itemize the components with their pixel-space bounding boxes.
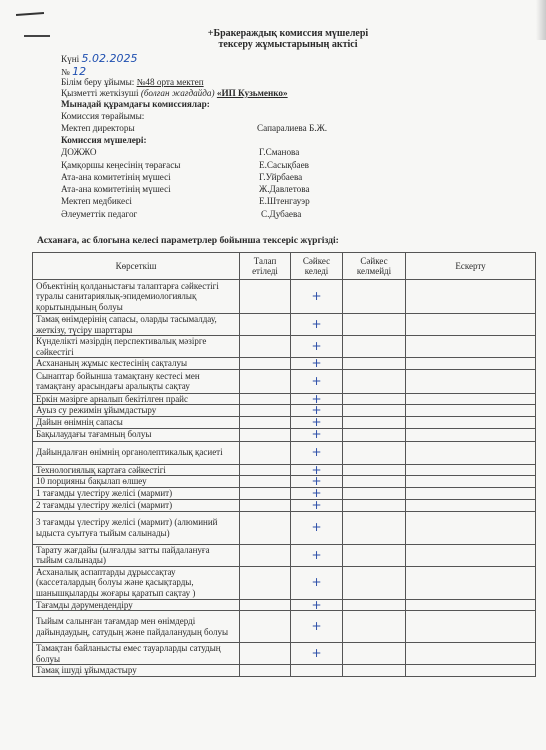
row-remark-cell: [406, 369, 536, 393]
member-role: Ата-ана комитетінің мүшесі: [61, 184, 171, 194]
row-remark-cell: [406, 599, 536, 611]
table-row: [33, 544, 536, 566]
supplier-line: [61, 88, 288, 99]
row-noncompliant-cell: [343, 314, 406, 336]
row-required-cell: [240, 441, 291, 464]
handwritten-number: 12: [72, 65, 87, 78]
row-compliant-mark: +: [291, 280, 343, 314]
table-row: [33, 428, 536, 441]
row-remark-cell: [406, 441, 536, 464]
row-compliant-mark: +: [291, 441, 343, 464]
row-required-cell: [240, 393, 291, 405]
handwritten-date: 5.02.2025: [81, 52, 138, 65]
row-noncompliant-cell: [343, 665, 406, 677]
member-role: Ата-ана комитетінің мүшесі: [61, 172, 171, 182]
row-indicator-text: 10 порцияны бақылап өлшеу: [33, 476, 240, 488]
row-indicator-text: 2 тағамды үлестіру желісі (мармит): [33, 499, 240, 511]
row-noncompliant-cell: [343, 441, 406, 464]
header-required: Талап етіледі: [240, 253, 291, 280]
row-remark-cell: [406, 476, 536, 488]
row-remark-cell: [406, 428, 536, 441]
member-name: С.Дубаева: [261, 209, 302, 219]
row-required-cell: [240, 336, 291, 358]
row-compliant-mark: +: [291, 405, 343, 417]
commission-heading: Мынадай құрамдағы комиссиялар:: [61, 99, 210, 109]
director-label: Мектеп директоры: [61, 123, 135, 133]
table-row: [33, 358, 536, 370]
row-indicator-text: Дайындалған өнімнің органолептикалық қасиеті: [33, 441, 240, 464]
row-indicator-text: Технологиялық картаға сәйкестігі: [33, 464, 240, 476]
row-compliant-mark: +: [291, 336, 343, 358]
member-role: Әлеуметтік педагог: [61, 209, 138, 219]
supplier-label: Қызметті жеткізуші: [61, 88, 139, 98]
row-remark-cell: [406, 314, 536, 336]
table-row: [33, 599, 536, 611]
member-role: ДОЖЖО: [61, 147, 97, 157]
row-remark-cell: [406, 280, 536, 314]
school-label: Білім беру ұйымы:: [61, 77, 135, 87]
table-row: [33, 487, 536, 499]
table-row: [33, 280, 536, 314]
table-row: [33, 405, 536, 417]
row-required-cell: [240, 358, 291, 370]
member-name: Е.Штенгауэр: [259, 196, 310, 206]
member-name: Г.Уйрбаева: [259, 172, 303, 182]
row-noncompliant-cell: [343, 336, 406, 358]
members-heading: Комиссия мүшелері:: [61, 135, 147, 145]
row-indicator-text: Тамақ ішуді ұйымдастыру: [33, 665, 240, 677]
row-remark-cell: [406, 336, 536, 358]
row-noncompliant-cell: [343, 369, 406, 393]
row-compliant-mark: +: [291, 511, 343, 544]
row-compliant-mark: +: [291, 314, 343, 336]
row-remark-cell: [406, 611, 536, 643]
row-compliant-mark: +: [291, 358, 343, 370]
row-required-cell: [240, 499, 291, 511]
row-indicator-text: Тағамды дәрумендендіру: [33, 599, 240, 611]
member-name: Г.Сманова: [259, 147, 300, 157]
row-indicator-text: Тыйым салынған тағамдар мен өнімдерді дайындаудың, сатудың және пайдаланудың болуы: [33, 611, 240, 643]
row-indicator-text: 1 тағамды үлестіру желісі (мармит): [33, 487, 240, 499]
row-indicator-text: Асханалық аспаптарды дұрыссақтау (кассеталардың болуы және қасықтарды, шанышқыларды жоғары қаратып сақтау ): [33, 566, 240, 599]
supplier-value: «ИП Кузьменко»: [216, 88, 288, 98]
table-row: [33, 643, 536, 665]
row-remark-cell: [406, 643, 536, 665]
member-role: Мектеп медбикесі: [61, 196, 132, 206]
row-indicator-text: Тамақ өнімдерінің сапасы, оларды тасымалдау, жеткізу, түсіру шарттары: [33, 314, 240, 336]
table-row: [33, 511, 536, 544]
row-remark-cell: [406, 358, 536, 370]
row-noncompliant-cell: [343, 487, 406, 499]
row-indicator-text: Тамақтан байланысты емес тауарларды сатудың болуы: [33, 643, 240, 665]
row-noncompliant-cell: [343, 544, 406, 566]
director-name: Сапаралиева Б.Ж.: [257, 123, 328, 133]
row-required-cell: [240, 476, 291, 488]
table-row: [33, 417, 536, 429]
row-compliant-mark: +: [291, 611, 343, 643]
member-name: Е.Сасықбаев: [259, 160, 309, 170]
row-remark-cell: [406, 464, 536, 476]
document-title-line2: тексеру жұмыстарының актісі: [218, 39, 358, 50]
row-noncompliant-cell: [343, 566, 406, 599]
row-noncompliant-cell: [343, 428, 406, 441]
table-row: [33, 441, 536, 464]
row-required-cell: [240, 566, 291, 599]
table-row: [33, 499, 536, 511]
row-remark-cell: [406, 665, 536, 677]
number-label: №: [61, 67, 70, 77]
row-remark-cell: [406, 566, 536, 599]
header-remark: Ескерту: [406, 253, 536, 280]
document-title-line1: +Бракераждық комиссия мүшелері: [207, 28, 369, 39]
row-compliant-mark: +: [291, 476, 343, 488]
row-noncompliant-cell: [343, 643, 406, 665]
table-row: [33, 566, 536, 599]
inspection-intro: Асханаға, ас блогына келесі параметрлер бойынша тексеріс жүргізді:: [37, 235, 339, 246]
row-indicator-text: Сынаптар бойынша тамақтану кестесі мен тамақтану арасындағы аралықты сақтау: [33, 369, 240, 393]
scan-mark: [16, 12, 44, 16]
row-compliant-mark: +: [291, 393, 343, 405]
row-compliant-mark: [291, 665, 343, 677]
row-indicator-text: 3 тағамды үлестіру желісі (мармит) (алюминий ыдыста суытуға тыйым салынады): [33, 511, 240, 544]
row-noncompliant-cell: [343, 499, 406, 511]
header-noncompliant: Сәйкес келмейді: [343, 253, 406, 280]
row-compliant-mark: +: [291, 499, 343, 511]
row-remark-cell: [406, 393, 536, 405]
table-row: [33, 314, 536, 336]
row-required-cell: [240, 280, 291, 314]
date-line: [61, 53, 137, 65]
table-row: [33, 336, 536, 358]
row-indicator-text: Еркін мәзірге арналып бекітілген прайс: [33, 393, 240, 405]
member-name: Ж.Давлетова: [259, 184, 310, 194]
row-remark-cell: [406, 499, 536, 511]
row-noncompliant-cell: [343, 511, 406, 544]
table-row: [33, 665, 536, 677]
row-noncompliant-cell: [343, 464, 406, 476]
table-row: [33, 369, 536, 393]
school-line: [61, 77, 204, 88]
row-compliant-mark: +: [291, 566, 343, 599]
row-required-cell: [240, 405, 291, 417]
row-noncompliant-cell: [343, 393, 406, 405]
row-compliant-mark: +: [291, 643, 343, 665]
header-indicator: Көрсеткіш: [33, 253, 240, 280]
row-noncompliant-cell: [343, 405, 406, 417]
row-compliant-mark: +: [291, 428, 343, 441]
row-required-cell: [240, 417, 291, 429]
table-row: [33, 464, 536, 476]
row-required-cell: [240, 511, 291, 544]
supplier-note: (болған жағдайда): [140, 88, 215, 98]
table-header-row: [33, 253, 536, 280]
table-row: [33, 393, 536, 405]
school-value: №48 орта мектеп: [136, 77, 204, 87]
row-indicator-text: Бақылаудағы тағамның болуы: [33, 428, 240, 441]
row-indicator-text: Объектінің қолданыстағы талаптарға сәйкестігі туралы санитариялық-эпидемиологиялық қорытындының болуы: [33, 280, 240, 314]
row-compliant-mark: +: [291, 544, 343, 566]
row-remark-cell: [406, 417, 536, 429]
row-remark-cell: [406, 544, 536, 566]
row-required-cell: [240, 611, 291, 643]
member-role: Қамқоршы кеңесінің төрағасы: [61, 160, 181, 170]
row-required-cell: [240, 643, 291, 665]
row-remark-cell: [406, 405, 536, 417]
row-indicator-text: Дайын өнімнің сапасы: [33, 417, 240, 429]
row-noncompliant-cell: [343, 599, 406, 611]
row-required-cell: [240, 428, 291, 441]
table-row: [33, 476, 536, 488]
chair-label: Комиссия төрайымы:: [61, 111, 145, 121]
row-noncompliant-cell: [343, 476, 406, 488]
row-remark-cell: [406, 511, 536, 544]
row-noncompliant-cell: [343, 417, 406, 429]
row-noncompliant-cell: [343, 358, 406, 370]
row-required-cell: [240, 487, 291, 499]
row-required-cell: [240, 314, 291, 336]
row-noncompliant-cell: [343, 280, 406, 314]
row-indicator-text: Асхананың жұмыс кестесінің сақталуы: [33, 358, 240, 370]
row-compliant-mark: +: [291, 599, 343, 611]
inspection-table: [32, 252, 536, 677]
row-required-cell: [240, 369, 291, 393]
row-indicator-text: Күнделікті мәзірдің перспективалық мәзірге сәйкестігі: [33, 336, 240, 358]
row-compliant-mark: +: [291, 369, 343, 393]
row-noncompliant-cell: [343, 611, 406, 643]
row-remark-cell: [406, 487, 536, 499]
row-required-cell: [240, 599, 291, 611]
table-row: [33, 611, 536, 643]
row-required-cell: [240, 544, 291, 566]
row-indicator-text: Тарату жағдайы (ылғалды затты пайдалануға тыйым салынады): [33, 544, 240, 566]
row-required-cell: [240, 665, 291, 677]
date-label: Күні: [61, 54, 80, 64]
header-compliant: Сәйкес келеді: [291, 253, 343, 280]
row-required-cell: [240, 464, 291, 476]
row-compliant-mark: +: [291, 464, 343, 476]
row-compliant-mark: +: [291, 487, 343, 499]
row-indicator-text: Ауыз су режимін ұйымдастыру: [33, 405, 240, 417]
row-compliant-mark: +: [291, 417, 343, 429]
